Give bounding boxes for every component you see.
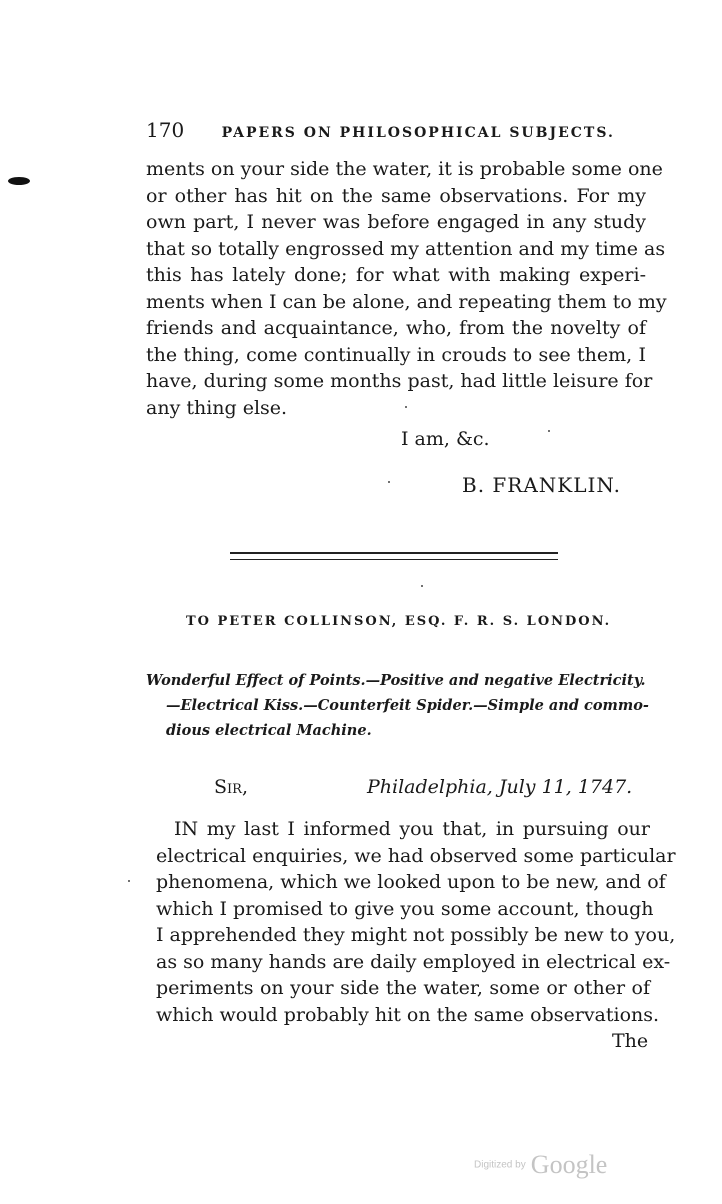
text-line: electrical enquiries, we had observed some particular [156,844,676,867]
text-line: any thing else. [146,396,288,419]
text-line: which I promised to give you some account, though [156,897,654,920]
running-header [146,118,615,142]
text-line: that so totally engrossed my attention and my time as [146,237,666,260]
section-divider [230,559,558,560]
text-line: periments on your side the water, some or other of [156,977,650,999]
text-line: ments on your side the water, it is probable some one [146,158,663,180]
google-logo: Google [530,1150,608,1179]
text-line: I apprehended they might not possibly be new to you, [156,924,676,946]
watermark-prefix: Digitized by [474,1159,526,1171]
ink-speck [421,585,423,587]
text-line: friends and acquaintance, who, from the novelty of [146,317,646,339]
text-line: phenomena, which we looked upon to be new, and of [156,871,666,893]
letter-body [156,816,676,1028]
running-title: PAPERS ON PHILOSOPHICAL SUBJECTS. [221,125,615,141]
letter-continuation [146,156,667,421]
text-line: own part, I never was before engaged in any study [146,211,646,233]
addressee-heading: TO PETER COLLINSON, ESQ. F. R. S. LONDON. [186,614,612,629]
dateline: Philadelphia, July 11, 1747. [367,776,633,798]
text-line: IN my last I informed you that, in pursuing our [174,818,650,840]
text-line: ments when I can be alone, and repeating them to my [146,290,667,313]
salutation-text: Sir, [214,776,248,798]
summary-line: Wonderful Effect of Points.—Positive and negative Electricity. [146,672,646,689]
text-line: the thing, come continually in crouds to see them, I [146,343,646,366]
summary-line: —Electrical Kiss.—Counterfeit Spider.—Simple and commo- [166,697,649,714]
signature: B. FRANKLIN. [462,473,621,497]
letter-closing: I am, &c. [401,428,490,450]
salutation [214,776,248,798]
ink-blot [8,177,30,185]
catchword: The [612,1030,649,1052]
summary-line: dious electrical Machine. [166,722,372,739]
text-line: which would probably hit on the same observations. [156,1003,660,1026]
text-line: have, during some months past, had little leisure for [146,370,653,392]
text-line: this has lately done; for what with making experi- [146,264,646,286]
digitization-watermark [474,1150,607,1180]
ink-speck [388,481,390,483]
text-line: as so many hands are daily employed in electrical ex- [156,950,671,973]
letter-summary [146,668,649,743]
ink-speck [128,880,130,882]
text-line: or other has hit on the same observations. For my [146,184,646,207]
ink-speck [548,430,550,432]
section-divider [230,552,558,554]
page-number: 170 [146,118,185,142]
